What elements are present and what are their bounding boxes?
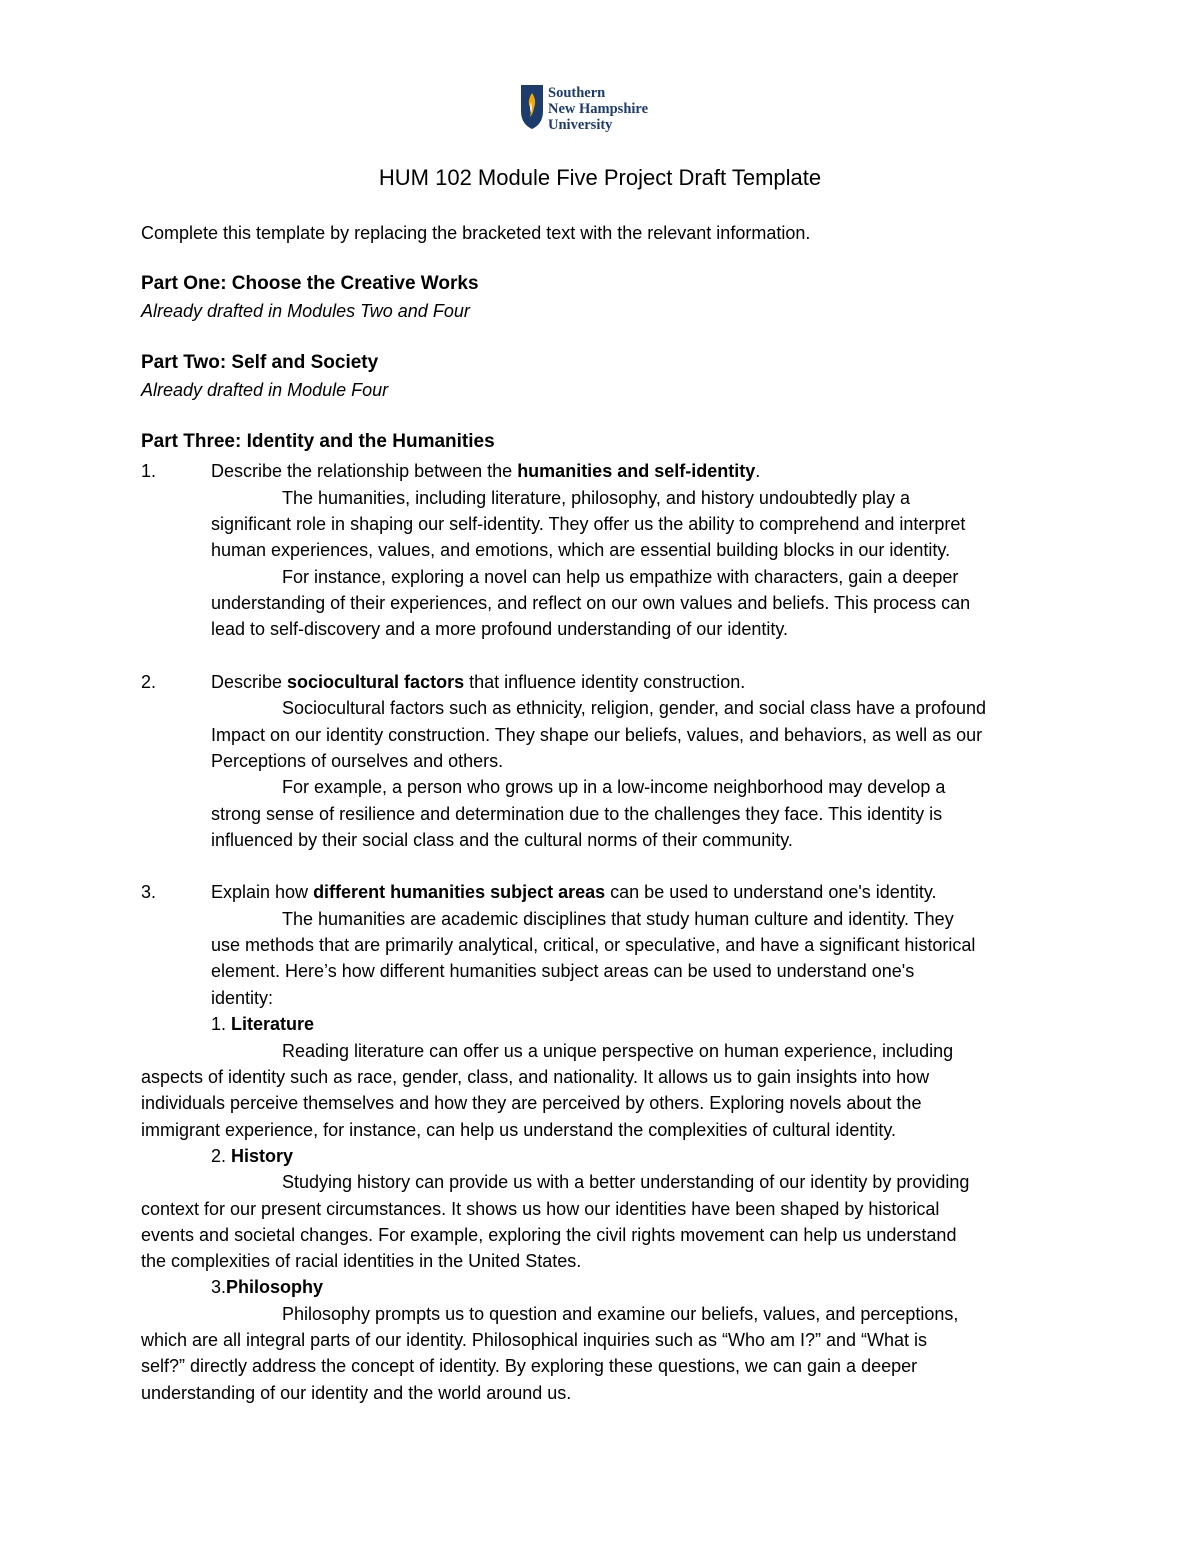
question-3-suffix: can be used to understand one's identity.: [605, 882, 937, 902]
answer-1-p2-line-2: understanding of their experiences, and reflect on our own values and beliefs. This process can: [211, 593, 971, 613]
answer-3-p1-line-3: element. Here’s how different humanities subject areas can be used to understand one's: [211, 961, 915, 981]
answer-1-p1-line-1: The humanities, including literature, philosophy, and history undoubtedly play a: [282, 488, 911, 508]
philosophy-line-1: Philosophy prompts us to question and examine our beliefs, values, and perceptions,: [282, 1304, 959, 1324]
subsection-literature-number: 1.: [211, 1014, 232, 1034]
question-2-keyword: sociocultural factors: [287, 672, 465, 692]
answer-3-p1-line-4: identity:: [211, 988, 274, 1008]
subsection-philosophy-heading: [211, 1277, 323, 1298]
page-title: HUM 102 Module Five Project Draft Template: [378, 165, 822, 190]
answer-2-p1-line-3: Perceptions of ourselves and others.: [211, 751, 504, 771]
part-two-note: Already drafted in Module Four: [141, 380, 389, 400]
subsection-literature-label: Literature: [231, 1014, 315, 1034]
answer-1-p2-line-3: lead to self-discovery and a more profound understanding of our identity.: [211, 619, 789, 639]
question-3-keyword: different humanities subject areas: [313, 882, 606, 902]
question-1-number: 1.: [141, 461, 157, 481]
subsection-history-number: 2.: [211, 1146, 232, 1166]
part-one-heading: Part One: Choose the Creative Works: [141, 273, 479, 294]
logo-line-1: Southern: [548, 85, 606, 101]
answer-3-p1-line-1: The humanities are academic disciplines that study human culture and identity. They: [282, 909, 954, 929]
question-3-prefix: Explain how: [211, 882, 314, 902]
subsection-philosophy-number: 3.: [211, 1277, 227, 1297]
subsection-history-label: History: [231, 1146, 294, 1166]
literature-line-3: individuals perceive themselves and how they are perceived by others. Exploring novels about the: [141, 1093, 922, 1113]
question-1-keyword: humanities and self-identity: [517, 461, 756, 481]
answer-2-p1-line-1: Sociocultural factors such as ethnicity, religion, gender, and social class have a profound: [282, 698, 987, 718]
history-line-2: context for our present circumstances. It shows us how our identities have been shaped by historical: [141, 1199, 940, 1219]
answer-1-p2-line-1: For instance, exploring a novel can help us empathize with characters, gain a deeper: [282, 567, 959, 587]
history-line-1: Studying history can provide us with a better understanding of our identity by providing: [282, 1172, 970, 1192]
answer-1-p1-line-2: significant role in shaping our self-identity. They offer us the ability to comprehend and interpret: [211, 514, 966, 534]
logo-line-2: New Hampshire: [548, 101, 649, 117]
philosophy-line-3: self?” directly address the concept of identity. By exploring these questions, we can gain a deeper: [141, 1356, 918, 1376]
question-2-suffix: that influence identity construction.: [464, 672, 746, 692]
answer-1-p1-line-3: human experiences, values, and emotions, which are essential building blocks in our identity.: [211, 540, 951, 560]
philosophy-line-4: understanding of our identity and the world around us.: [141, 1383, 572, 1403]
literature-line-2: aspects of identity such as race, gender, class, and nationality. It allows us to gain insights into how: [141, 1067, 930, 1087]
question-1-prefix: Describe the relationship between the: [211, 461, 518, 481]
logo-wordmark: [548, 85, 648, 133]
literature-line-4: immigrant experience, for instance, can help us understand the complexities of cultural identity.: [141, 1120, 897, 1140]
shield-flame-icon: [520, 84, 544, 130]
answer-2-p2-line-2: strong sense of resilience and determination due to the challenges they face. This identity is: [211, 804, 943, 824]
subsection-literature-heading: [211, 1014, 314, 1035]
literature-line-1: Reading literature can offer us a unique perspective on human experience, including: [282, 1041, 954, 1061]
question-2-prefix: Describe: [211, 672, 288, 692]
question-1-prompt: [211, 461, 760, 482]
history-line-4: the complexities of racial identities in the United States.: [141, 1251, 582, 1271]
answer-2-p2-line-1: For example, a person who grows up in a low-income neighborhood may develop a: [282, 777, 946, 797]
instructions-text: Complete this template by replacing the bracketed text with the relevant information.: [141, 223, 811, 243]
part-two-heading: Part Two: Self and Society: [141, 352, 379, 373]
part-three-heading: Part Three: Identity and the Humanities: [141, 431, 495, 452]
question-2-prompt: [211, 672, 745, 693]
question-3-number: 3.: [141, 882, 157, 902]
subsection-philosophy-label: Philosophy: [226, 1277, 324, 1297]
history-line-3: events and societal changes. For example, exploring the civil rights movement can help us understand: [141, 1225, 957, 1245]
question-2-number: 2.: [141, 672, 157, 692]
question-3-prompt: [211, 882, 937, 903]
logo-line-3: University: [548, 117, 613, 133]
question-1-suffix: .: [755, 461, 761, 481]
subsection-history-heading: [211, 1146, 293, 1167]
part-one-note: Already drafted in Modules Two and Four: [141, 301, 470, 321]
answer-3-p1-line-2: use methods that are primarily analytical, critical, or speculative, and have a significant historical: [211, 935, 976, 955]
answer-2-p2-line-3: influenced by their social class and the cultural norms of their community.: [211, 830, 793, 850]
answer-2-p1-line-2: Impact on our identity construction. They shape our beliefs, values, and behaviors, as well as our: [211, 725, 983, 745]
philosophy-line-2: which are all integral parts of our identity. Philosophical inquiries such as “Who am I?” and “What is: [141, 1330, 928, 1350]
